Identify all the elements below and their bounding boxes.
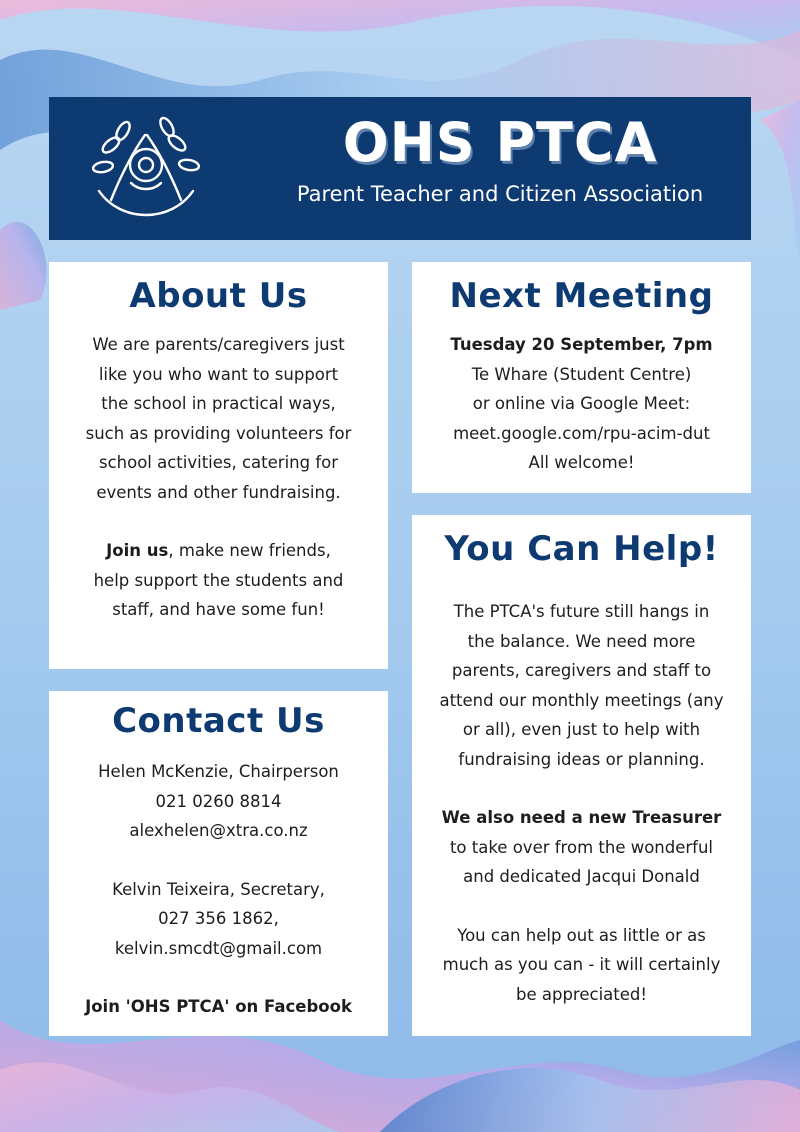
spacer <box>49 846 388 875</box>
spacer <box>412 892 751 921</box>
contact-secretary: Kelvin Teixeira, Secretary, 027 356 1862, kelvin.smcdt@gmail.com <box>112 879 325 958</box>
treasurer-text: to take over from the wonderful and dedicated Jacqui Donald <box>449 837 714 886</box>
spacer <box>49 963 388 992</box>
spacer <box>49 507 388 536</box>
treasurer-bold: We also need a new Treasurer <box>441 808 722 827</box>
spacer <box>412 774 751 803</box>
next-meeting-heading: Next Meeting <box>449 276 714 316</box>
school-crest-logo <box>81 105 211 231</box>
meeting-date: Tuesday 20 September, 7pm <box>450 335 713 354</box>
facebook-link[interactable]: Join 'OHS PTCA' on Facebook <box>85 997 352 1016</box>
about-us-paragraph: We are parents/caregivers just like you who want to support the school in practical ways, such as providing volunteers for school activities, catering for events and other fundraising. <box>85 335 352 502</box>
meeting-details: Te Whare (Student Centre) or online via Google Meet: meet.google.com/rpu-acim-dut All welcome! <box>453 364 710 472</box>
you-can-help-card <box>412 515 751 1036</box>
contact-us-heading: Contact Us <box>112 701 325 741</box>
about-us-heading: About Us <box>129 276 308 316</box>
association-title: OHS PTCA <box>342 111 658 174</box>
you-can-help-heading: You Can Help! <box>444 529 719 569</box>
help-paragraph: The PTCA's future still hangs in the balance. We need more parents, caregivers and staff to attend our monthly meetings (any or all), even just to help with fundraising ideas or planning. <box>439 602 724 769</box>
header-banner <box>49 97 751 240</box>
contact-chairperson: Helen McKenzie, Chairperson 021 0260 8814 alexhelen@xtra.co.nz <box>98 762 339 840</box>
join-us-text: , make new friends, help support the students and staff, and have some fun! <box>93 541 344 619</box>
join-us-paragraph <box>49 536 388 625</box>
join-us-bold: Join us <box>106 541 169 560</box>
about-us-card <box>49 262 388 669</box>
association-subtitle: Parent Teacher and Citizen Association <box>296 182 704 206</box>
help-closing-paragraph: You can help out as little or as much as you can - it will certainly be appreciated! <box>442 925 721 1004</box>
next-meeting-card <box>412 262 751 493</box>
contact-us-card <box>49 691 388 1036</box>
